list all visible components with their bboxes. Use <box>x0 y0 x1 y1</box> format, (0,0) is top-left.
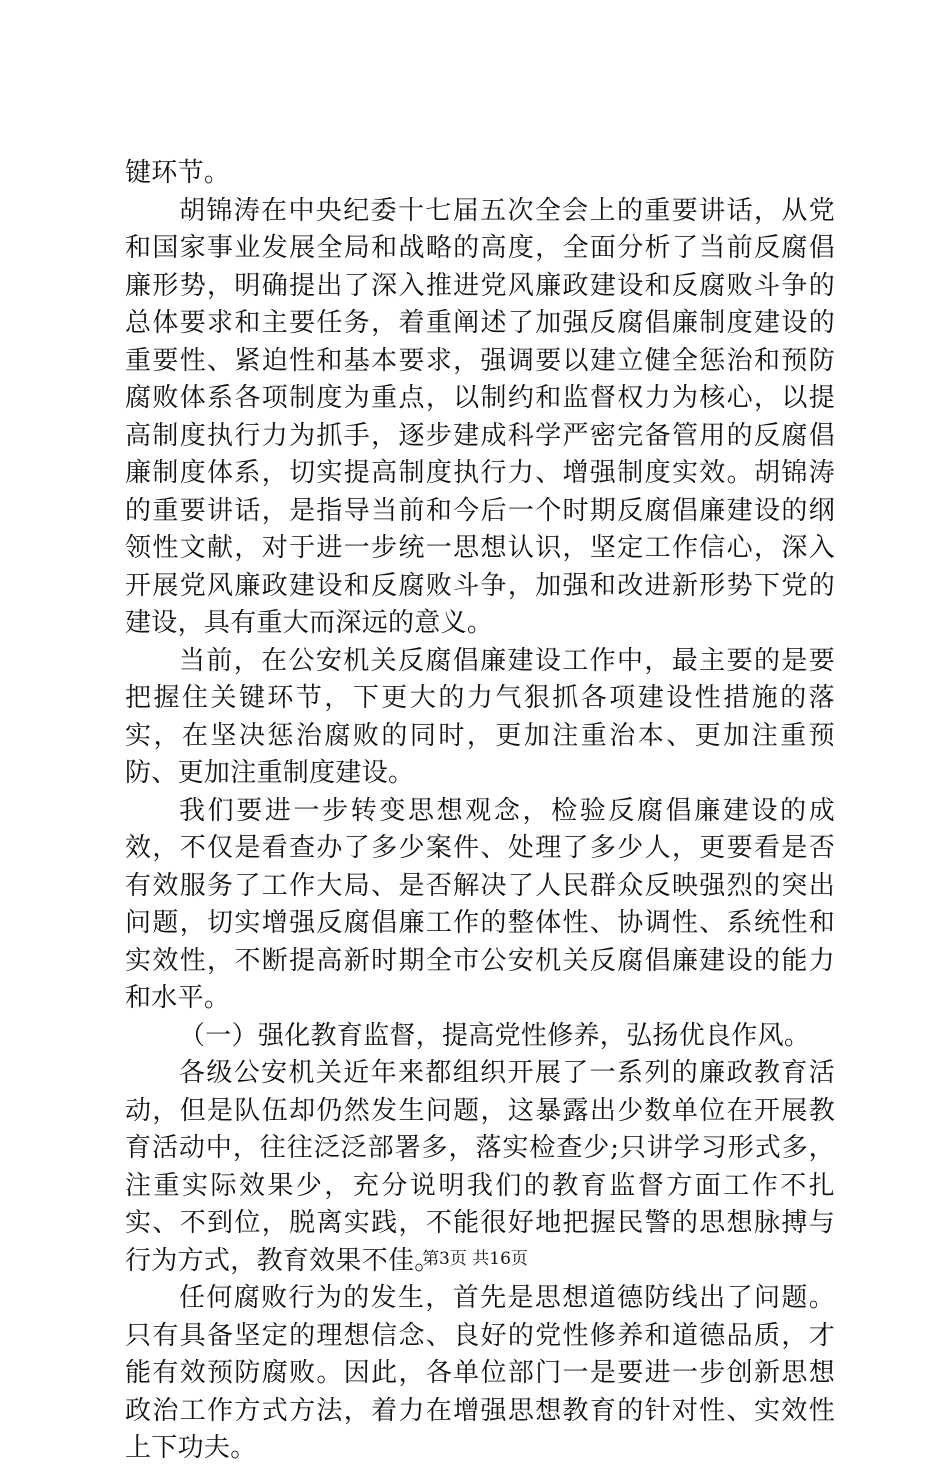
page-number-footer: 第3页 共16页 <box>422 1249 528 1269</box>
paragraph-continuation: 键环节。 <box>125 158 231 188</box>
paragraph: 各级公安机关近年来都组织开展了一系列的廉政教育活动，但是队伍却仍然发生问题，这暴露出少数单位在开展教育活动中，往往泛泛部署多，落实检查少;只讲学习形式多，注重实际效果少，充分说明我们的教育监督方面工作不扎实、不到位，脱离实践，不能很好地把握民警的思想脉搏与行为方式，教育效果不佳。 <box>125 1058 835 1276</box>
paragraph: 胡锦涛在中央纪委十七届五次全会上的重要讲话，从党和国家事业发展全局和战略的高度，全面分析了当前反腐倡廉形势，明确提出了深入推进党风廉政建设和反腐败斗争的总体要求和主要任务，着重阐述了加强反腐倡廉制度建设的重要性、紧迫性和基本要求，强调要以建立健全惩治和预防腐败体系各项制度为重点，以制约和监督权力为核心，以提高制度执行力为抓手，逐步建成科学严密完备管用的反腐倡廉制度体系，切实提高制度执行力、增强制度实效。胡锦涛的重要讲话，是指导当前和今后一个时期反腐倡廉建设的纲领性文献，对于进一步统一思想认识，坚定工作信心，深入开展党风廉政建设和反腐败斗争，加强和改进新形势下党的建设，具有重大而深远的意义。 <box>125 195 835 638</box>
document-body <box>125 155 835 1468</box>
paragraph: 任何腐败行为的发生，首先是思想道德防线出了问题。只有具备坚定的理想信念、良好的党性修养和道德品质，才能有效预防腐败。因此，各单位部门一是要进一步创新思想政治工作方式方法，着力在增强思想教育的针对性、实效性上下功夫。 <box>125 1283 835 1463</box>
paragraph: 当前，在公安机关反腐倡廉建设工作中，最主要的是要把握住关键环节，下更大的力气狠抓各项建设性措施的落实，在坚决惩治腐败的同时，更加注重治本、更加注重预防、更加注重制度建设。 <box>125 645 835 788</box>
section-heading: （一）强化教育监督，提高党性修养，弘扬优良作风。 <box>179 1020 811 1051</box>
paragraph: 我们要进一步转变思想观念，检验反腐倡廉建设的成效，不仅是看查办了多少案件、处理了多少人，更要看是否有效服务了工作大局、是否解决了人民群众反映强烈的突出问题，切实增强反腐倡廉工作的整体性、协调性、系统性和实效性，不断提高新时期全市公安机关反腐倡廉建设的能力和水平。 <box>125 795 835 1013</box>
